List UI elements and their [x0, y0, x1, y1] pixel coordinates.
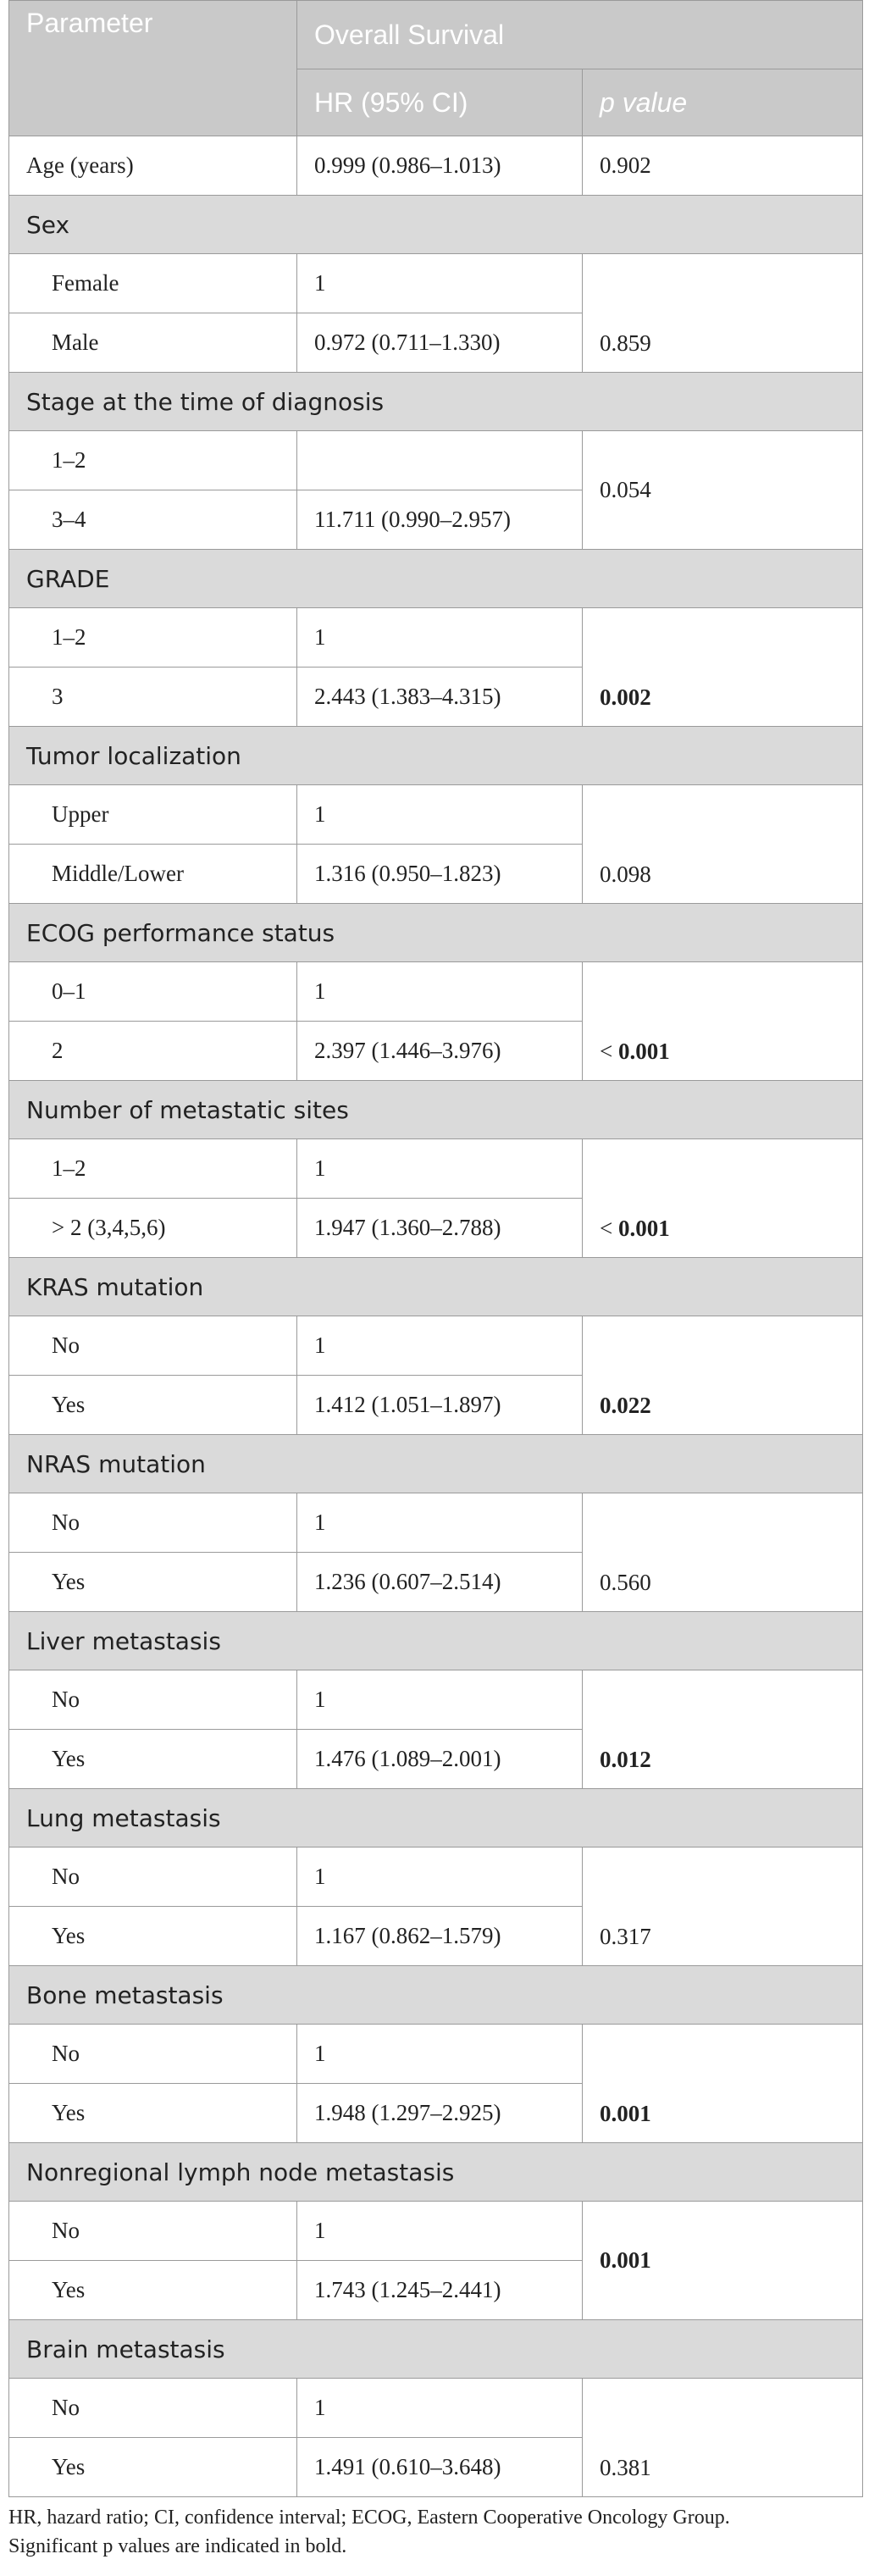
row-hr: 1.316 (0.950–1.823): [297, 845, 583, 904]
row-hr: [297, 431, 583, 490]
row-hr: 1: [297, 1848, 583, 1907]
section-title: Number of metastatic sites: [9, 1081, 863, 1139]
p-value-text: 0.001: [617, 1216, 670, 1241]
header-p-value: p value: [583, 69, 863, 136]
p-value-text: 0.002: [600, 684, 651, 710]
row-hr: 1: [297, 1670, 583, 1730]
table-row: [9, 962, 863, 1022]
row-hr: 1: [297, 2025, 583, 2084]
p-value-text: 0.001: [617, 1039, 670, 1064]
row-hr: 1.236 (0.607–2.514): [297, 1553, 583, 1612]
header-overall-survival: Overall Survival: [297, 1, 863, 69]
row-hr: 1.948 (1.297–2.925): [297, 2084, 583, 2143]
row-label: No: [9, 2202, 297, 2261]
row-label: 0–1: [9, 962, 297, 1022]
p-value-text: 0.859: [600, 330, 651, 356]
row-hr: 1: [297, 785, 583, 845]
row-label: No: [9, 1670, 297, 1730]
section-header-row: [9, 1612, 863, 1670]
table-row: [9, 1670, 863, 1730]
section-header-row: [9, 2320, 863, 2379]
row-p-value: [583, 962, 863, 1081]
row-hr: 1.743 (1.245–2.441): [297, 2261, 583, 2320]
row-label: Yes: [9, 2261, 297, 2320]
row-label: Yes: [9, 2438, 297, 2497]
p-value-text: 0.381: [600, 2455, 651, 2480]
p-value-text: 0.012: [600, 1747, 651, 1772]
row-p-value: [583, 1493, 863, 1612]
table-row: [9, 254, 863, 313]
row-label: Yes: [9, 1907, 297, 1966]
row-hr: 0.972 (0.711–1.330): [297, 313, 583, 373]
section-header-row: [9, 1435, 863, 1493]
row-label: Yes: [9, 1553, 297, 1612]
section-title: GRADE: [9, 550, 863, 608]
row-label: No: [9, 2379, 297, 2438]
section-title: Stage at the time of diagnosis: [9, 373, 863, 431]
table-row-age: [9, 136, 863, 196]
section-title: Bone metastasis: [9, 1966, 863, 2025]
p-value-prefix: <: [600, 1216, 618, 1241]
section-header-row: [9, 904, 863, 962]
footnote-abbreviations: HR, hazard ratio; CI, confidence interval; ECOG, Eastern Cooperative Oncology Group.: [8, 2507, 730, 2529]
section-title: Liver metastasis: [9, 1612, 863, 1670]
table-row: [9, 1139, 863, 1199]
row-hr: 0.999 (0.986–1.013): [297, 136, 583, 196]
row-label: Yes: [9, 1730, 297, 1789]
table-row: [9, 2025, 863, 2084]
row-p-value: [583, 608, 863, 727]
row-hr: 1.167 (0.862–1.579): [297, 1907, 583, 1966]
row-label: 2: [9, 1022, 297, 1081]
footnote-significance: Significant p values are indicated in bold.: [8, 2535, 347, 2557]
row-label: No: [9, 1316, 297, 1376]
p-value-prefix: <: [600, 1039, 618, 1064]
row-label: 3–4: [9, 490, 297, 550]
row-label: 1–2: [9, 431, 297, 490]
section-title: Brain metastasis: [9, 2320, 863, 2379]
table-footnote: [8, 2503, 862, 2561]
row-p-value: [583, 1139, 863, 1258]
row-hr: 11.711 (0.990–2.957): [297, 490, 583, 550]
section-header-row: [9, 727, 863, 785]
row-p-value: [583, 785, 863, 904]
row-hr: 1.947 (1.360–2.788): [297, 1199, 583, 1258]
section-title: Tumor localization: [9, 727, 863, 785]
p-value-text: 0.001: [600, 2247, 651, 2273]
row-hr: 1: [297, 2379, 583, 2438]
row-label: No: [9, 1493, 297, 1553]
row-label: 3: [9, 668, 297, 727]
row-p-value: [583, 2025, 863, 2143]
table-row: [9, 2379, 863, 2438]
row-p-value: 0.902: [583, 136, 863, 196]
row-hr: 2.443 (1.383–4.315): [297, 668, 583, 727]
header-hr: HR (95% CI): [297, 69, 583, 136]
table-row: [9, 1316, 863, 1376]
section-title: Lung metastasis: [9, 1789, 863, 1848]
row-label: No: [9, 2025, 297, 2084]
p-value-text: 0.001: [600, 2101, 651, 2126]
row-label: Female: [9, 254, 297, 313]
table-row: [9, 2202, 863, 2261]
table-row: [9, 1493, 863, 1553]
row-hr: 1.412 (1.051–1.897): [297, 1376, 583, 1435]
survival-table: [8, 0, 863, 2497]
section-header-row: [9, 196, 863, 254]
p-value-text: 0.054: [600, 477, 651, 502]
results-table-container: [8, 0, 862, 2497]
section-header-row: [9, 1081, 863, 1139]
row-label: Yes: [9, 1376, 297, 1435]
p-value-text: 0.317: [600, 1924, 651, 1949]
row-p-value: [583, 2379, 863, 2497]
row-hr: 1: [297, 1316, 583, 1376]
p-value-text: 0.560: [600, 1570, 651, 1595]
p-value-text: 0.022: [600, 1393, 651, 1418]
row-p-value: [583, 254, 863, 373]
section-header-row: [9, 1258, 863, 1316]
header-row-1: [9, 1, 863, 69]
section-title: Sex: [9, 196, 863, 254]
row-hr: 1.476 (1.089–2.001): [297, 1730, 583, 1789]
header-parameter: Parameter: [9, 1, 297, 136]
row-p-value: [583, 1670, 863, 1789]
row-label: Middle/Lower: [9, 845, 297, 904]
section-title: Nonregional lymph node metastasis: [9, 2143, 863, 2202]
row-hr: 1: [297, 254, 583, 313]
section-header-row: [9, 373, 863, 431]
row-hr: 1: [297, 1493, 583, 1553]
section-title: NRAS mutation: [9, 1435, 863, 1493]
row-label: 1–2: [9, 608, 297, 668]
row-p-value: [583, 2202, 863, 2320]
row-label: Upper: [9, 785, 297, 845]
section-header-row: [9, 1789, 863, 1848]
section-header-row: [9, 550, 863, 608]
row-label: 1–2: [9, 1139, 297, 1199]
row-p-value: [583, 1848, 863, 1966]
row-label: Yes: [9, 2084, 297, 2143]
row-hr: 1.491 (0.610–3.648): [297, 2438, 583, 2497]
table-row: [9, 431, 863, 490]
row-hr: 1: [297, 962, 583, 1022]
row-label: No: [9, 1848, 297, 1907]
row-hr: 1: [297, 608, 583, 668]
table-row: [9, 608, 863, 668]
table-row: [9, 785, 863, 845]
row-label: Age (years): [9, 136, 297, 196]
table-body: [9, 136, 863, 2497]
row-label: > 2 (3,4,5,6): [9, 1199, 297, 1258]
row-p-value: [583, 1316, 863, 1435]
p-value-text: 0.098: [600, 861, 651, 887]
row-p-value: [583, 431, 863, 550]
row-hr: 2.397 (1.446–3.976): [297, 1022, 583, 1081]
section-header-row: [9, 2143, 863, 2202]
row-hr: 1: [297, 1139, 583, 1199]
section-title: ECOG performance status: [9, 904, 863, 962]
section-header-row: [9, 1966, 863, 2025]
section-title: KRAS mutation: [9, 1258, 863, 1316]
table-row: [9, 1848, 863, 1907]
row-hr: 1: [297, 2202, 583, 2261]
row-label: Male: [9, 313, 297, 373]
